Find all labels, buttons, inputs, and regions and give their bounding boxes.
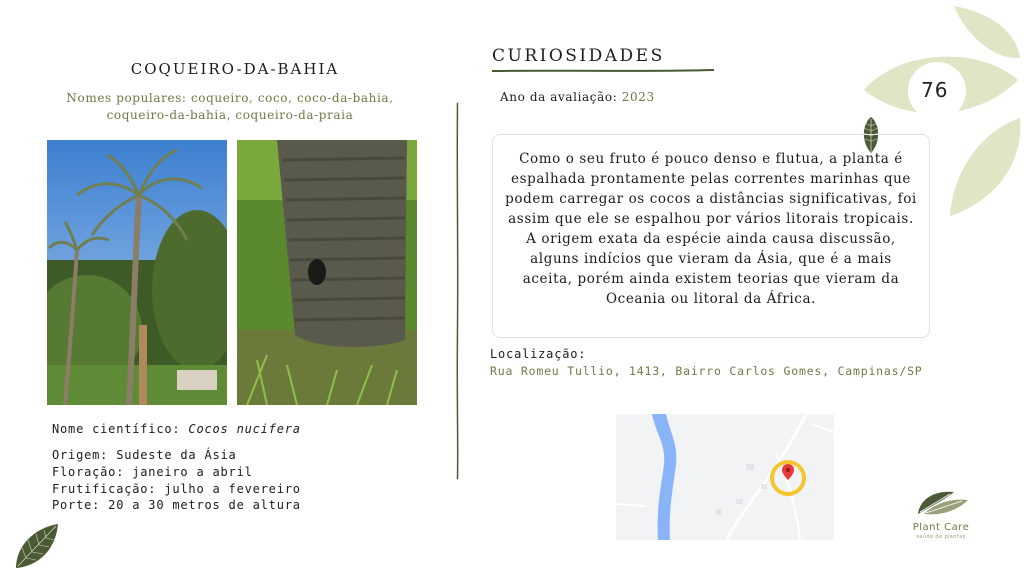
scientific-name-value: Cocos nucifera bbox=[188, 422, 301, 436]
curiosities-text: Como o seu fruto é pouco denso e flutua, a planta é espalhada prontamente pelas correntes marinhas que podem carregar os cocos a distâncias significativas, foi assim que ele se espalhou por vários litorais tropicais. A origem exata da espécie ainda causa discussão, alguns indícios que vieram da Ásia, que é a mais aceita, porém ainda existem teorias que vieram da Oceania ou litoral da África. bbox=[505, 151, 917, 307]
origin: Origem: Sudeste da Ásia bbox=[52, 448, 237, 462]
year-label: Ano da avaliação: bbox=[500, 90, 622, 104]
fruiting: Frutificação: julho a fevereiro bbox=[52, 482, 301, 496]
brand-name: Plant Care bbox=[912, 522, 970, 533]
location-address: Rua Romeu Tullio, 1413, Bairro Carlos Gomes, Campinas/SP bbox=[490, 364, 923, 378]
location-label: Localização: bbox=[490, 347, 587, 361]
brand-logo-icon bbox=[914, 488, 970, 518]
popular-names bbox=[50, 90, 410, 124]
location-map[interactable] bbox=[616, 414, 834, 540]
evaluation-year bbox=[500, 90, 655, 104]
palm-tree-photo bbox=[47, 140, 227, 405]
trunk-photo bbox=[237, 140, 417, 405]
scientific-name bbox=[52, 422, 301, 436]
title-underline bbox=[492, 68, 714, 74]
page-number: 76 bbox=[921, 78, 949, 102]
vertical-divider bbox=[456, 40, 459, 542]
brand-subtitle: saúde de plantas bbox=[916, 534, 966, 540]
popular-names-line2: coqueiro-da-bahia, coqueiro-da-praia bbox=[106, 108, 354, 122]
plant-title: COQUEIRO-DA-BAHIA bbox=[130, 60, 340, 78]
location-pin-icon[interactable] bbox=[782, 464, 794, 480]
size: Porte: 20 a 30 metros de altura bbox=[52, 498, 301, 512]
flowering: Floração: janeiro a abril bbox=[52, 465, 253, 479]
popular-names-line1: Nomes populares: coqueiro, coco, coco-da-bahia, bbox=[66, 91, 394, 105]
leaf-icon bbox=[12, 522, 60, 570]
scientific-label: Nome científico: bbox=[52, 422, 189, 436]
year-value: 2023 bbox=[621, 90, 655, 104]
curiosities-title: CURIOSIDADES bbox=[492, 46, 665, 66]
